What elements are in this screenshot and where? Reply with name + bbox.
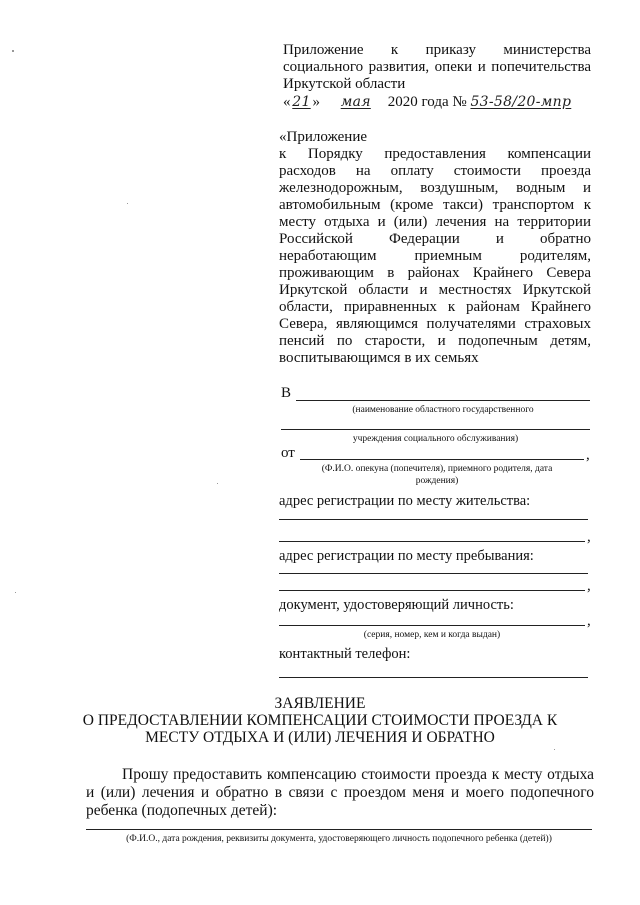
statement-title-3: МЕСТУ ОТДЫХА И (ИЛИ) ЛЕЧЕНИЯ И ОБРАТНО (145, 729, 495, 746)
statement-title-1: ЗАЯВЛЕНИЕ (274, 695, 366, 712)
handwritten-month: мая (340, 94, 371, 110)
statement-title-2: О ПРЕДОСТАВЛЕНИИ КОМПЕНСАЦИИ СТОИМОСТИ ПРОЕЗДА К (82, 712, 558, 729)
reg-stay-label: адрес регистрации по месту пребывания: (279, 548, 534, 564)
header-line-1 (283, 42, 591, 59)
annex-line-3: железнодорожным, воздушным, водным и (279, 180, 591, 196)
from-caption-2: рождения) (415, 476, 459, 486)
reg-stay-comma: , (587, 578, 591, 594)
header-line-2: социального развития, опеки и попечительства (283, 59, 591, 75)
to-institution-field[interactable] (296, 400, 590, 401)
annex-line-7: неработающим приемным родителям, (279, 248, 591, 264)
procedure-annex-block (279, 129, 591, 367)
statement-body: Прошу предоставить компенсацию стоимости проезда к месту отдыха и (или) лечения и обратно в связи с проездом меня и моего подопечного ребенка (подопечных детей): (86, 766, 594, 819)
phone-label: контактный телефон: (279, 646, 411, 662)
annex-line-12: пенсий по старости, и подопечным детям, (279, 333, 591, 349)
header-word-order: приказу (425, 42, 476, 58)
annex-line-10: области, приравненных к районам Крайнего (279, 299, 591, 315)
annex-line-9: Иркутской области и местностях Иркутской (279, 282, 591, 298)
scan-speck (554, 749, 555, 750)
to-caption-1: (наименование областного государственного (352, 405, 534, 415)
reg-residence-label: адрес регистрации по месту жительства: (279, 493, 531, 509)
from-label: от (281, 445, 295, 461)
from-name-field[interactable] (300, 459, 584, 460)
scan-speck (217, 483, 218, 484)
child-info-caption: (Ф.И.О., дата рождения, реквизиты документа, удостоверяющего личность подопечного ребенка (детей)) (126, 834, 552, 844)
annex-line-8: проживающим в районах Крайнего Севера (279, 265, 591, 281)
scan-speck (12, 50, 14, 52)
id-doc-field[interactable] (279, 625, 585, 626)
scan-speck (15, 592, 16, 593)
reg-residence-comma: , (587, 529, 591, 545)
reg-stay-field-1[interactable] (279, 573, 588, 574)
annex-line-6: Российской Федерации и обратно (279, 231, 591, 247)
header-line-3: Иркутской области (283, 76, 406, 92)
scan-speck (127, 203, 128, 204)
date-quote-close: » (312, 94, 320, 110)
annex-line-2: расходов на оплату стоимости проезда (279, 163, 591, 179)
annex-line-0: «Приложение (279, 129, 368, 145)
header-word-ministry: министерства (503, 42, 592, 58)
reg-residence-field-2[interactable] (279, 541, 585, 542)
to-caption-2: учреждения социального обслуживания) (352, 434, 519, 444)
to-institution-field-2[interactable] (281, 429, 590, 430)
reg-stay-field-2[interactable] (279, 590, 585, 591)
handwritten-day: 21 (292, 94, 311, 110)
annex-line-1: к Порядку предоставления компенсации (279, 146, 591, 162)
id-doc-caption: (серия, номер, кем и когда выдан) (363, 630, 501, 640)
from-caption-1: (Ф.И.О. опекуна (попечителя), приемного родителя, дата (321, 464, 553, 474)
phone-field[interactable] (279, 677, 588, 678)
from-comma: , (586, 447, 590, 463)
handwritten-order-number: 53-58/20-мпр (470, 94, 572, 110)
annex-line-5: месту отдыха и (или) лечения на территории (279, 214, 591, 230)
id-doc-comma: , (587, 613, 591, 629)
to-label: В (281, 385, 292, 401)
header-word-annex: Приложение (283, 42, 364, 58)
annex-line-11: Севера, являющимся получателями страховых (279, 316, 591, 332)
id-doc-label: документ, удостоверяющий личность: (279, 597, 514, 613)
reg-residence-field-1[interactable] (279, 519, 588, 520)
child-info-field[interactable] (86, 829, 592, 830)
annex-line-13: воспитывающимся в их семьях (279, 350, 479, 366)
order-annex-header (283, 42, 591, 111)
year-text: 2020 года № (387, 94, 467, 110)
date-quote-open: « (283, 94, 291, 110)
order-date-line (283, 94, 591, 111)
header-word-to: к (390, 42, 399, 58)
annex-line-4: автомобильным (кроме такси) транспортом к (279, 197, 591, 213)
